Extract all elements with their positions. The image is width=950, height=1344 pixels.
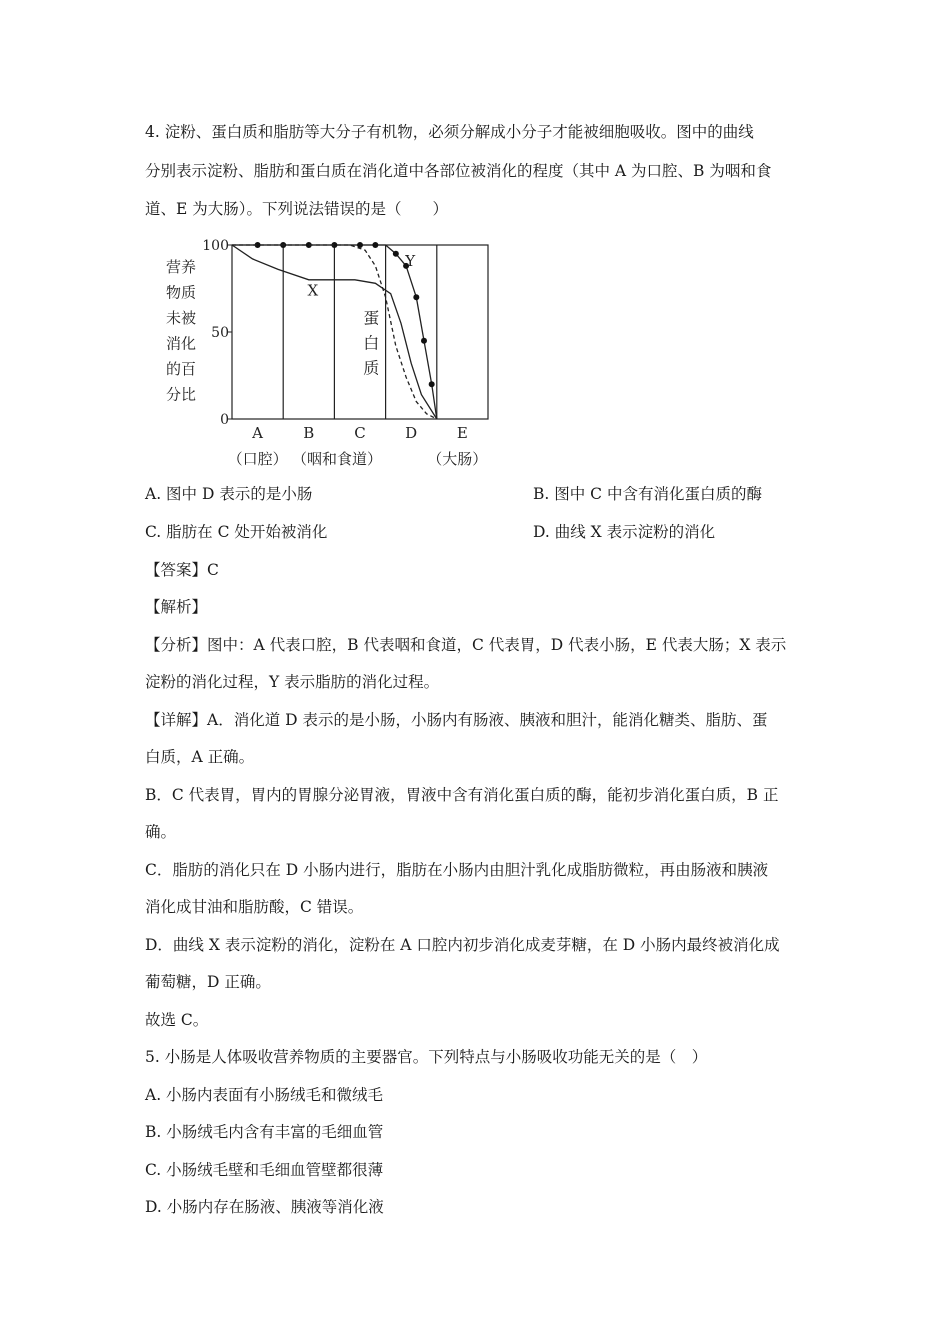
q4-option-c: C. 脂肪在 C 处开始被消化 bbox=[145, 523, 328, 541]
q4-analysis-line-2: 淀粉的消化过程，Y 表示脂肪的消化过程。 bbox=[145, 673, 440, 691]
y-axis-label: 未被 bbox=[165, 309, 197, 327]
x-sub-label: （大肠） bbox=[427, 450, 488, 468]
q4-analysis-header: 【解析】 bbox=[145, 598, 208, 616]
q4-option-d: D. 曲线 X 表示淀粉的消化 bbox=[533, 523, 716, 541]
q4-detail-line-3: B．C 代表胃，胃内的胃腺分泌胃液，胃液中含有消化蛋白质的酶，能初步消化蛋白质，B 正 bbox=[145, 786, 779, 804]
curve-label-protein: 白 bbox=[363, 333, 380, 353]
y-tick-label: 0 bbox=[220, 412, 229, 428]
curve-label-protein: 蛋 bbox=[363, 308, 380, 328]
x-sub-label: （咽和食道） bbox=[291, 450, 382, 468]
q4-detail-line-8: 葡萄糖，D 正确。 bbox=[145, 973, 271, 991]
x-category-label: D bbox=[405, 424, 418, 442]
q4-conclusion: 故选 C。 bbox=[145, 1011, 209, 1029]
y-axis-label: 营养 bbox=[165, 258, 197, 276]
q4-detail-line-1: 【详解】A．消化道 D 表示的是小肠，小肠内有肠液、胰液和胆汁，能消化糖类、脂肪、蛋 bbox=[145, 711, 768, 729]
series-point-Y bbox=[421, 338, 427, 344]
series-point-Y bbox=[372, 242, 378, 248]
y-axis-label: 的百 bbox=[165, 360, 197, 378]
curve-label-protein: 质 bbox=[363, 358, 380, 378]
q4-detail-line-7: D．曲线 X 表示淀粉的消化，淀粉在 A 口腔内初步消化成麦芽糖，在 D 小肠内最终被消化成 bbox=[145, 936, 780, 954]
q4-detail-line-5: C．脂肪的消化只在 D 小肠内进行，脂肪在小肠内由胆汁乳化成脂肪微粒，再由肠液和胰液 bbox=[145, 861, 769, 879]
digestion-chart bbox=[160, 232, 520, 472]
y-axis-label: 消化 bbox=[165, 334, 197, 353]
q4-stem-line-1: 4. 淀粉、蛋白质和脂肪等大分子有机物，必须分解成小分子才能被细胞吸收。图中的曲线 bbox=[145, 123, 754, 141]
q4-stem-line-2: 分别表示淀粉、脂肪和蛋白质在消化道中各部位被消化的程度（其中 A 为口腔、B 为咽和食 bbox=[145, 162, 772, 180]
q5-option-d: D. 小肠内存在肠液、胰液等消化液 bbox=[145, 1198, 384, 1216]
q5-option-c: C. 小肠绒毛壁和毛细血管壁都很薄 bbox=[145, 1161, 384, 1179]
series-point-Y bbox=[429, 381, 435, 387]
q4-option-a: A. 图中 D 表示的是小肠 bbox=[145, 485, 313, 503]
x-category-label: E bbox=[456, 424, 468, 442]
q4-answer: 【答案】C bbox=[145, 561, 219, 579]
q4-detail-line-2: 白质，A 正确。 bbox=[145, 748, 255, 766]
q5-stem: 5. 小肠是人体吸收营养物质的主要器官。下列特点与小肠吸收功能无关的是（ ） bbox=[145, 1048, 708, 1066]
q4-stem-line-3: 道、E 为大肠）。下列说法错误的是（ ） bbox=[145, 200, 448, 218]
x-category-label: C bbox=[354, 424, 366, 442]
y-tick-label: 50 bbox=[211, 325, 229, 341]
series-point-Y bbox=[413, 294, 419, 300]
curve-label-x: X bbox=[307, 281, 319, 300]
y-axis-label: 物质 bbox=[165, 283, 197, 302]
q5-option-b: B. 小肠绒毛内含有丰富的毛细血管 bbox=[145, 1123, 384, 1141]
plot-frame bbox=[232, 245, 488, 419]
q5-option-a: A. 小肠内表面有小肠绒毛和微绒毛 bbox=[145, 1086, 384, 1104]
x-sub-label: （口腔） bbox=[227, 450, 288, 468]
series-point-Y bbox=[393, 251, 399, 257]
y-axis-label: 分比 bbox=[165, 385, 197, 404]
y-tick-label: 100 bbox=[202, 238, 229, 254]
x-category-label: A bbox=[252, 424, 264, 442]
q4-option-b: B. 图中 C 中含有消化蛋白质的酶 bbox=[533, 485, 762, 503]
q4-detail-line-4: 确。 bbox=[145, 823, 177, 841]
q4-detail-line-6: 消化成甘油和脂肪酸，C 错误。 bbox=[145, 898, 364, 916]
curve-label-y: Y bbox=[405, 251, 416, 270]
x-category-label: B bbox=[303, 424, 315, 442]
q4-analysis-line-1: 【分析】图中：A 代表口腔，B 代表咽和食道，C 代表胃，D 代表小肠，E 代表大肠；X 表示 bbox=[145, 636, 787, 654]
